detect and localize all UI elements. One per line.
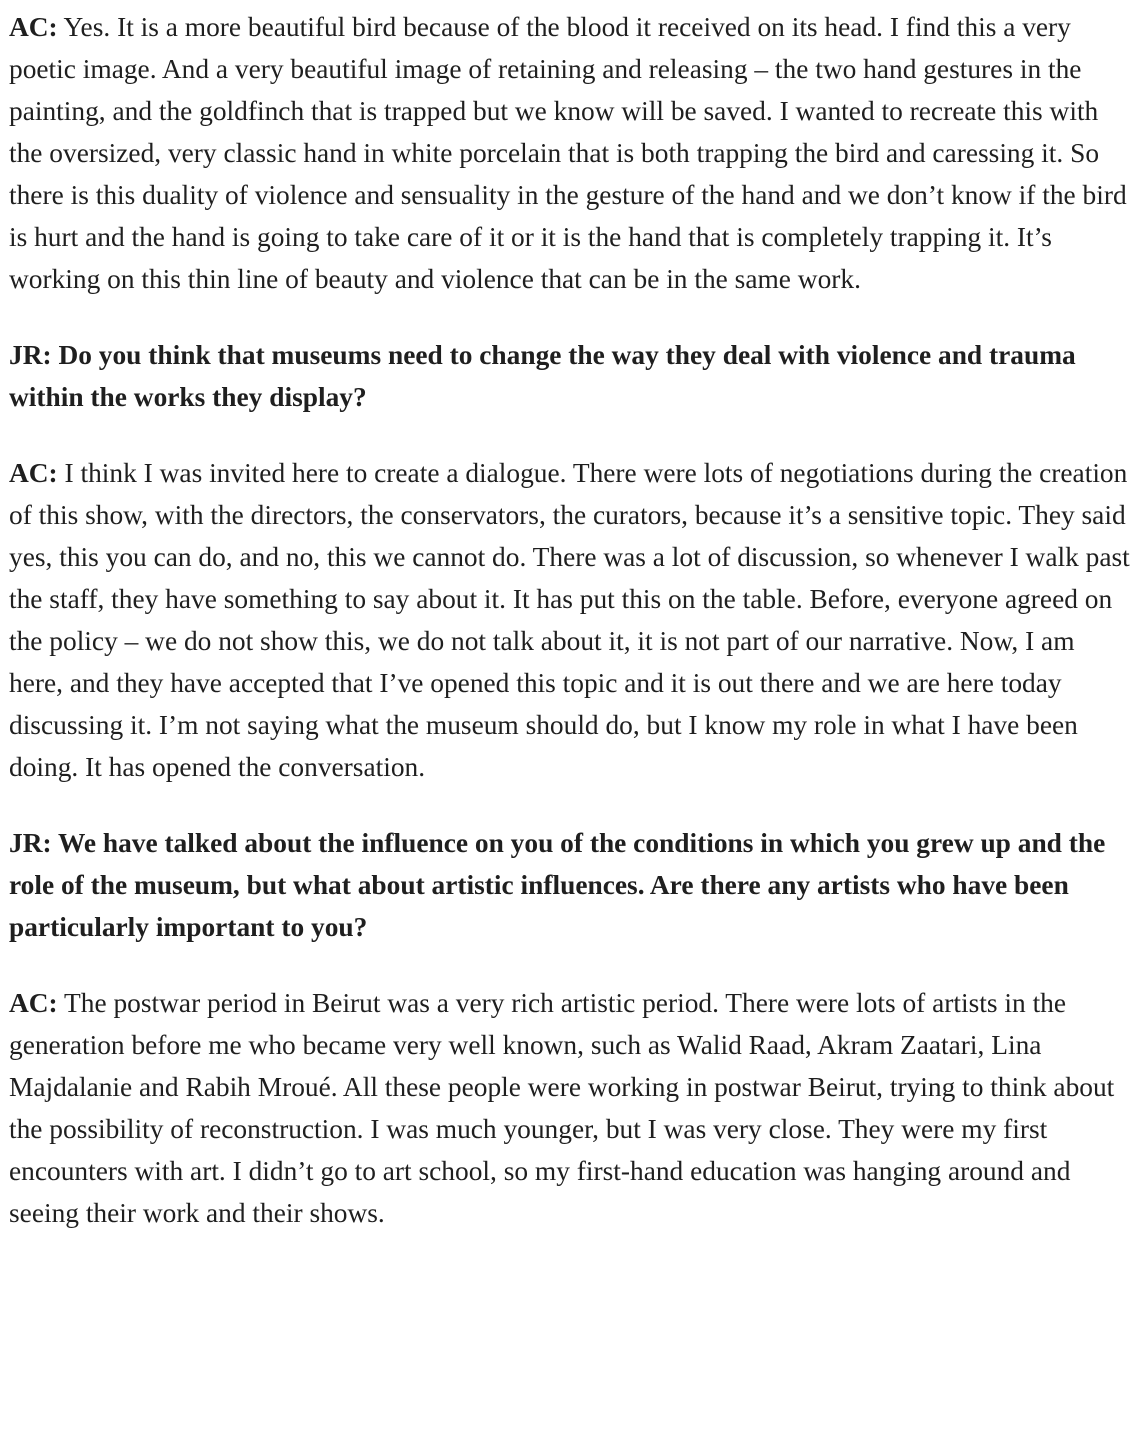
- speaker-label: AC:: [9, 988, 58, 1018]
- speaker-label: AC:: [9, 12, 58, 42]
- paragraph-spacer: [9, 300, 1134, 334]
- answer-text: The postwar period in Beirut was a very rich artistic period. There were lots of artists in the generation before me who became very well known, such as Walid Raad, Akram Zaatari, Lina Majdalanie and Rabih Mroué. All these people were working in postwar Beirut, trying to think about the possibility of reconstruction. I was much younger, but I was very close. They were my first encounters with art. I didn’t go to art school, so my first-hand education was hanging around and seeing their work and their shows.: [9, 988, 1115, 1228]
- interview-article: [9, 6, 1134, 1234]
- answer-paragraph: [9, 6, 1134, 300]
- paragraph-spacer: [9, 788, 1134, 822]
- question-paragraph: JR: We have talked about the influence on you of the conditions in which you grew up and the role of the museum, but what about artistic influences. Are there any artists who have been particularly important to you?: [9, 828, 1106, 942]
- answer-text: I think I was invited here to create a dialogue. There were lots of negotiations during the creation of this show, with the directors, the conservators, the curators, because it’s a sensitive topic. They said yes, this you can do, and no, this we cannot do. There was a lot of discussion, so whenever I walk past the staff, they have something to say about it. It has put this on the table. Before, everyone agreed on the policy – we do not show this, we do not talk about it, it is not part of our narrative. Now, I am here, and they have accepted that I’ve opened this topic and it is out there and we are here today discussing it. I’m not saying what the museum should do, but I know my role in what I have been doing. It has opened the conversation.: [9, 458, 1130, 782]
- speaker-label: AC:: [9, 458, 58, 488]
- paragraph-spacer: [9, 948, 1134, 982]
- question-paragraph: JR: Do you think that museums need to change the way they deal with violence and trauma within the works they display?: [9, 340, 1076, 412]
- answer-paragraph: [9, 982, 1134, 1234]
- paragraph-spacer: [9, 418, 1134, 452]
- answer-text: Yes. It is a more beautiful bird because of the blood it received on its head. I find this a very poetic image. And a very beautiful image of retaining and releasing – the two hand gestures in the painting, and the goldfinch that is trapped but we know will be saved. I wanted to recreate this with the oversized, very classic hand in white porcelain that is both trapping the bird and caressing it. So there is this duality of violence and sensuality in the gesture of the hand and we don’t know if the bird is hurt and the hand is going to take care of it or it is the hand that is completely trapping it. It’s working on this thin line of beauty and violence that can be in the same work.: [9, 12, 1127, 294]
- answer-paragraph: [9, 452, 1134, 788]
